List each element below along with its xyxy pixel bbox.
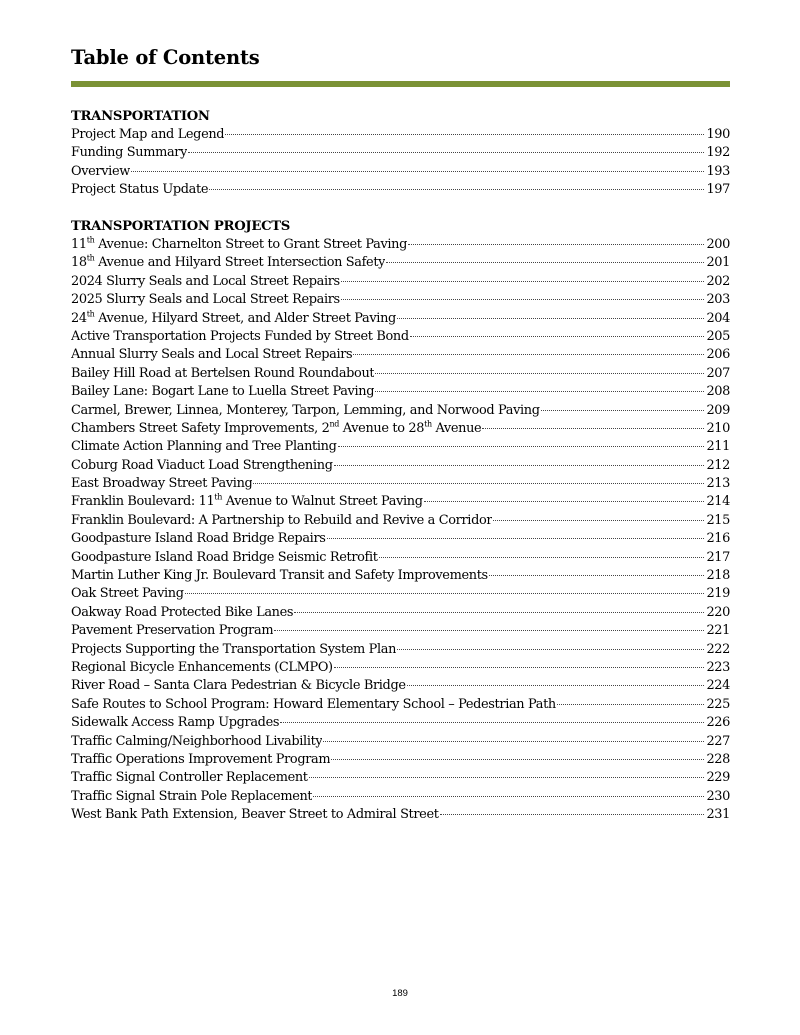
toc-entry-label: Traffic Calming/Neighborhood Livability [71,733,323,749]
toc-entry-label-text: Avenue to 28 [339,420,425,436]
toc-entry-label: Carmel, Brewer, Linnea, Monterey, Tarpon, Lemming, and Norwood Paving [71,402,540,418]
toc-entry-page-number: 211 [706,439,730,455]
toc-entry-page-number: 228 [706,751,730,767]
toc-entry-label: Traffic Signal Strain Pole Replacement [71,788,313,804]
toc-dot-leader [375,373,704,374]
toc-dot-leader [408,244,704,245]
toc-entry-label-text: Avenue [431,420,482,436]
toc-entry-page-number: 197 [706,182,730,198]
toc-entry[interactable] [71,567,730,585]
toc-dot-leader [440,814,705,815]
toc-entry-page-number: 210 [706,420,730,436]
toc-entry[interactable] [71,641,730,659]
toc-entry-label: Safe Routes to School Program: Howard Elementary School – Pedestrian Path [71,696,556,712]
toc-entry-page-number: 207 [706,365,730,381]
page-title: Table of Contents [71,46,260,69]
toc-entry-label: Active Transportation Projects Funded by Street Bond [71,328,409,344]
toc-dot-leader [424,501,705,502]
toc-dot-leader [209,189,704,190]
toc-entry-page-number: 221 [706,623,730,639]
toc-entry-label-superscript: th [86,236,95,245]
toc-dot-leader [253,483,704,484]
toc-section-transportation [71,108,730,200]
toc-entry-label-superscript: th [424,419,432,429]
toc-entry[interactable] [71,126,730,144]
toc-entry-label: Annual Slurry Seals and Local Street Repairs [71,347,353,363]
toc-dot-leader [557,704,705,705]
toc-entry[interactable] [71,788,730,806]
toc-entry[interactable] [71,714,730,732]
toc-entry-label: 2024 Slurry Seals and Local Street Repairs [71,273,340,289]
toc-dot-leader [541,410,705,411]
toc-entry[interactable] [71,549,730,567]
toc-dot-leader [375,391,704,392]
toc-entry-page-number: 226 [706,715,730,731]
toc-entry[interactable] [71,402,730,420]
toc-dot-leader [225,134,704,135]
toc-entry-label: Traffic Signal Controller Replacement [71,770,308,786]
toc-entry-page-number: 215 [706,512,730,528]
toc-dot-leader [313,796,704,797]
toc-entry-label-text: 18 [71,255,87,271]
toc-dot-leader [131,171,705,172]
toc-entry-label: Pavement Preservation Program [71,623,274,639]
toc-entry-label-text: Avenue: Charnelton Street to Grant Street Paving [94,237,408,252]
toc-entry-label: Goodpasture Island Road Bridge Repairs [71,531,326,547]
toc-entry-label: Project Map and Legend [71,127,225,142]
toc-entry[interactable] [71,604,730,622]
toc-entry[interactable] [71,346,730,364]
toc-dot-leader [331,759,704,760]
toc-entry-page-number: 202 [706,273,730,289]
toc-dot-leader [188,152,704,153]
toc-entry-page-number: 220 [706,604,730,620]
toc-entry[interactable] [71,475,730,493]
toc-dot-leader [397,649,704,650]
toc-entry-page-number: 190 [706,127,730,142]
toc-entry-label: West Bank Path Extension, Beaver Street to Admiral Street [71,807,439,823]
toc-entry[interactable] [71,806,730,824]
toc-dot-leader [341,281,705,282]
toc-entry-page-number: 229 [706,770,730,786]
toc-entry[interactable] [71,365,730,383]
toc-entry[interactable] [71,291,730,309]
toc-entry-label-superscript: th [86,254,95,264]
toc-dot-leader [338,446,705,447]
toc-dot-leader [407,685,705,686]
toc-dot-leader [410,336,705,337]
toc-entry[interactable] [71,273,730,291]
toc-dot-leader [274,630,704,631]
toc-entry[interactable] [71,769,730,787]
toc-entry-label: 2025 Slurry Seals and Local Street Repairs [71,292,340,308]
toc-entry[interactable] [71,751,730,769]
toc-entry[interactable] [71,144,730,162]
toc-entry-label-text: Avenue to Walnut Street Paving [222,494,423,510]
toc-dot-leader [280,722,704,723]
toc-entry-list [71,126,730,200]
toc-dot-leader [334,465,705,466]
toc-entry[interactable] [71,530,730,548]
toc-entry-page-number: 193 [706,163,730,179]
toc-entry-page-number: 205 [706,328,730,344]
toc-entry-label: Regional Bicycle Enhancements (CLMPO) [71,659,333,675]
toc-entry-label: River Road – Santa Clara Pedestrian & Bicycle Bridge [71,678,406,694]
toc-entry-label: Oakway Road Protected Bike Lanes [71,604,294,620]
toc-entry[interactable] [71,677,730,695]
toc-entry-page-number: 218 [706,568,730,584]
toc-dot-leader [489,575,705,576]
toc-dot-leader [341,299,705,300]
toc-entry-label: Traffic Operations Improvement Program [71,751,331,767]
toc-entry-label: Franklin Boulevard: A Partnership to Rebuild and Revive a Corridor [71,512,493,528]
toc-entry-label: Climate Action Planning and Tree Planting [71,439,337,455]
toc-entry-page-number: 216 [706,531,730,547]
toc-entry-page-number: 209 [706,402,730,418]
toc-entry[interactable] [71,659,730,677]
toc-entry[interactable] [71,181,730,199]
toc-entry-page-number: 204 [706,310,730,326]
toc-entry-label-text: 24 [71,310,87,326]
toc-entry-label: Overview [71,163,130,179]
toc-entry-page-number: 222 [706,641,730,657]
toc-entry-page-number: 213 [706,476,730,492]
toc-entry-label-text: Avenue, Hilyard Street, and Alder Street Paving [94,310,396,326]
toc-entry-list [71,236,730,825]
page-number: 189 [392,988,408,999]
toc-dot-leader [482,428,704,429]
toc-entry-label: Bailey Hill Road at Bertelsen Round Roundabout [71,365,375,381]
toc-entry[interactable] [71,457,730,475]
toc-entry-page-number: 217 [706,549,730,565]
toc-entry-label [71,236,407,254]
toc-entry-label-superscript: nd [329,419,340,429]
toc-section-transportation-projects [71,218,730,825]
toc-entry-page-number: 219 [706,586,730,602]
toc-entry-page-number: 192 [706,145,730,161]
title-rule [71,81,730,87]
toc-entry-page-number: 203 [706,292,730,308]
section-heading: TRANSPORTATION PROJECTS [71,219,291,234]
toc-dot-leader [327,538,705,539]
toc-entry-label: Goodpasture Island Road Bridge Seismic Retrofit [71,549,378,565]
toc-entry[interactable] [71,622,730,640]
toc-entry[interactable] [71,163,730,181]
toc-entry[interactable] [71,310,730,328]
toc-entry-label [71,493,423,511]
toc-entry[interactable] [71,236,730,254]
toc-entry-label: Projects Supporting the Transportation System Plan [71,641,397,657]
toc-dot-leader [334,667,705,668]
toc-dot-leader [309,777,705,778]
toc-dot-leader [379,557,705,558]
toc-entry[interactable] [71,438,730,456]
toc-entry-label-text: Franklin Boulevard: 11 [71,494,215,510]
toc-entry-page-number: 200 [706,237,730,252]
toc-entry-page-number: 212 [706,457,730,473]
toc-entry[interactable] [71,254,730,272]
toc-entry-label-text: 11 [71,237,87,252]
toc-entry-page-number: 206 [706,347,730,363]
toc-entry-label-superscript: th [86,309,95,319]
toc-entry-label-text: Chambers Street Safety Improvements, 2 [71,420,330,436]
toc-dot-leader [397,318,705,319]
toc-entry-label [71,420,481,438]
toc-entry[interactable] [71,493,730,511]
toc-entry-page-number: 227 [706,733,730,749]
toc-dot-leader [294,612,704,613]
toc-dot-leader [185,593,705,594]
toc-dot-leader [353,354,704,355]
toc-dot-leader [386,262,704,263]
section-heading: TRANSPORTATION [71,109,210,124]
toc-dot-leader [493,520,704,521]
toc-entry-page-number: 225 [706,696,730,712]
toc-entry-label [71,310,396,328]
toc-entry-page-number: 201 [706,255,730,271]
toc-entry[interactable] [71,585,730,603]
toc-entry-label [71,254,385,272]
toc-entry[interactable] [71,420,730,438]
toc-entry[interactable] [71,383,730,401]
toc-entry-label: Martin Luther King Jr. Boulevard Transit and Safety Improvements [71,568,488,584]
toc-dot-leader [323,741,704,742]
toc-entry-label-superscript: th [214,493,223,503]
toc-entry-page-number: 223 [706,659,730,675]
toc-entry-page-number: 208 [706,384,730,400]
toc-entry-page-number: 224 [706,678,730,694]
toc-entry-label: Bailey Lane: Bogart Lane to Luella Street Paving [71,384,375,400]
toc-entry[interactable] [71,733,730,751]
toc-entry-label-text: Avenue and Hilyard Street Intersection Safety [94,255,386,271]
toc-entry-label: East Broadway Street Paving [71,476,253,492]
toc-entry-label: Oak Street Paving [71,586,184,602]
toc-entry-label: Funding Summary [71,145,188,161]
toc-entry-label: Coburg Road Viaduct Load Strengthening [71,457,333,473]
toc-entry-page-number: 214 [706,494,730,510]
toc-entry[interactable] [71,512,730,530]
toc-entry-label: Sidewalk Access Ramp Upgrades [71,715,280,731]
toc-entry[interactable] [71,328,730,346]
toc-entry-label: Project Status Update [71,182,209,198]
toc-entry-page-number: 230 [706,788,730,804]
toc-entry[interactable] [71,696,730,714]
toc-entry-page-number: 231 [706,807,730,823]
